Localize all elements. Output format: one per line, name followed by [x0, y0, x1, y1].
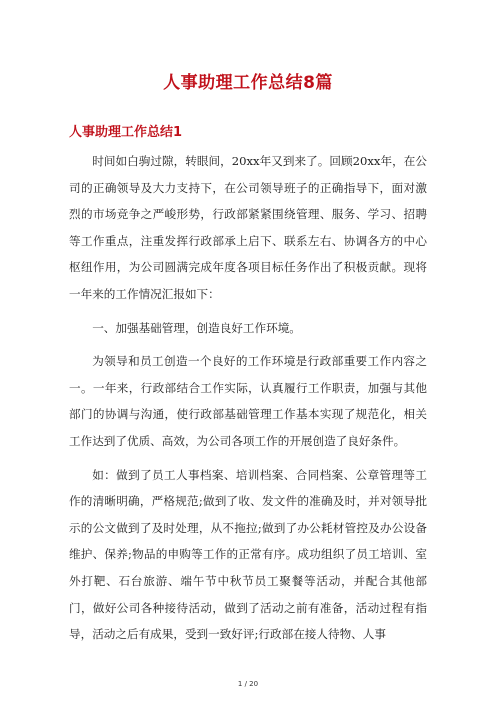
paragraph-point-one: 一、加强基础管理，创造良好工作环境。: [92, 320, 301, 335]
page-indicator: 1 / 20: [237, 680, 259, 688]
paragraph-intro: 时间如白驹过隙，转眼间，20xx年又到来了。回顾20xx年，在公司的正确领导及大力支持下，在公司领导班子的正确指导下，面对激烈的市场竞争之严峻形势，行政部紧紧围绕管理、服务、学习、招聘等工作重点，注重发挥行政部承上启下、联系左右、协调各方的中心枢纽作用，为公司圆满完成年度各项目标任务作出了积极贡献。现将一年来的工作情况汇报如下：: [69, 154, 427, 301]
document-body: [69, 148, 427, 655]
paragraph-examples: 如：做到了员工人事档案、培训档案、合同档案、公章管理等工作的清晰明确，严格规范;做到了收、发文件的准确及时，并对领导批示的公文做到了及时处理，从不拖拉;做到了办公耗材管控及办公设备维护、保养;物品的申购等工作的正常有序。成功组织了员工培训、室外打靶、石台旅游、端午节中秋节员工聚餐等活动，并配合其他部门，做好公司各种接待活动，做到了活动之前有准备，活动过程有指导，活动之后有成果，受到一致好评;行政部在接人待物、人事: [69, 467, 427, 642]
document-title: 人事助理工作总结8篇: [163, 73, 333, 93]
paragraph-environment: 为领导和员工创造一个良好的工作环境是行政部重要工作内容之一。一年来，行政部结合工作实际，认真履行工作职责，加强与其他部门的协调与沟通，使行政部基础管理工作基本实现了规范化，相关工作达到了优质、高效，为公司各项工作的开展创造了良好条件。: [69, 354, 427, 448]
section-heading: 人事助理工作总结1: [69, 125, 183, 140]
